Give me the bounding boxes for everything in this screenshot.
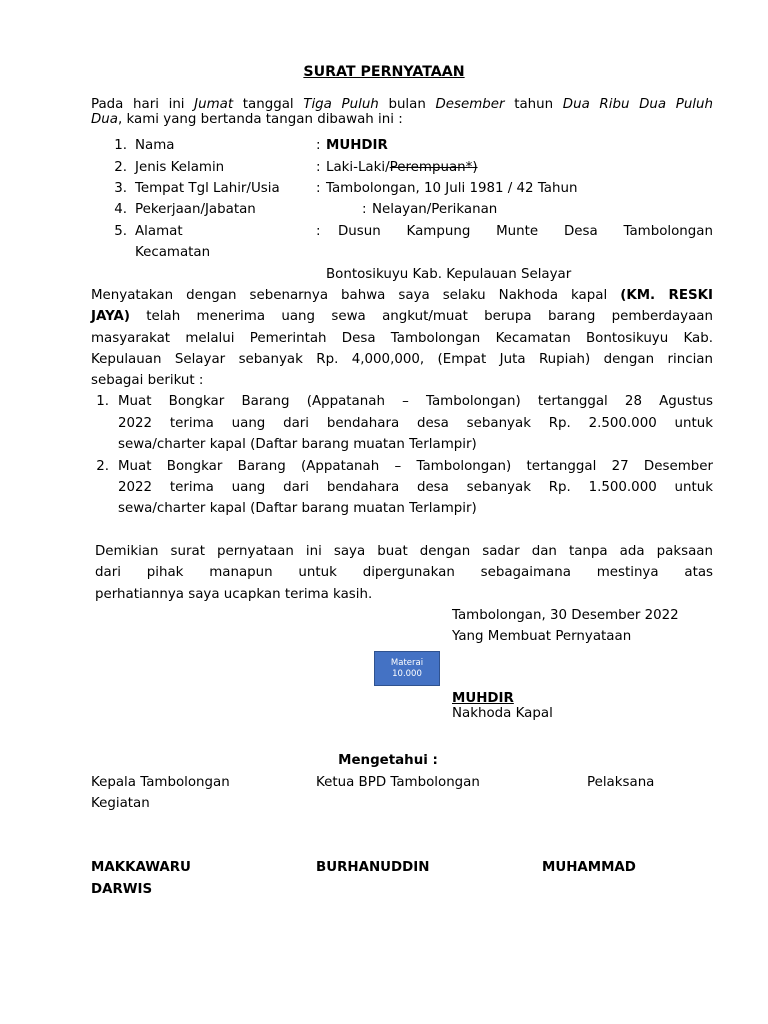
statement-line-1: Menyatakan dengan sebenarnya bahwa saya selaku Nakhoda kapal (KM. RESKI (91, 288, 713, 303)
ack-col3-title-cont: Kegiatan (91, 796, 150, 811)
place-date: Tambolongan, 30 Desember 2022 (452, 608, 679, 623)
ack-col2-title: Ketua BPD Tambolongan (316, 775, 480, 790)
detail-2-line-3: sewa/charter kapal (Daftar barang muatan Terlampir) (118, 501, 477, 516)
letter-page: SURAT PERNYATAAN Pada hari ini Jumat tanggal Tiga Puluh bulan Desember tahun Dua Ribu Dua Puluh Dua, kami yang bertanda tangan dibawah ini : 1. Nama : MUHDIR 2. Jenis Kelamin : Laki-Laki/Perempuan*) 3. Tempat Tgl Lahir/Usia : Tambolongan, 10 Juli 1981 / 42 Tahun 4. Pekerjaan/Jabatan : Nelayan/Perikanan 5. Alamat : Dusun Kampung Munte Desa Tambolongan Kecamatan Bontosikuyu Kab. Kepulauan Selayar Menyatakan dengan sebenarnya bahwa saya selaku Nakhoda kapal (KM. RESKI JAYA) telah menerima uang sewa angkut/muat berupa barang pemberdayaan masyarakat melalui Pemerintah Desa Tambolongan Kecamatan Bontosikuyu Kab. Kepulauan Selayar sebanyak Rp. 4,000,000, (Empat Juta Rupiah) dengan rincian sebagai berikut : 1. Muat Bongkar Barang (Appatanah – Tambolongan) tertanggal 28 Agustus 2022 terima uang dari bendahara desa sebanyak Rp. 2.500.000 untuk sewa/charter kapal (Daftar barang muatan Terlampir) 2. Muat Bongkar Barang (Appatanah – Tambolongan) tertanggal 27 Desember 2022 terima uang dari bendahara desa sebanyak Rp. 1.500.000 untuk sewa/charter kapal (Daftar barang muatan Terlampir) Demikian surat pernyataan ini saya buat dengan sadar dan tanpa ada paksaan dari pihak manapun untuk dipergunakan sebagaimana mestinya atas perhatiannya saya ucapkan terima kasih. Tambolongan, 30 Desember 2022 Yang Membuat Pernyataan Materai 10.000 MUHDIR Nakhoda Kapal Mengetahui : Kepala Tambolongan Ketua BPD Tambolongan Pelaksana Kegiatan MAKKAWARU BURHANUDDIN MUHAMMAD DARWIS (0, 0, 768, 1024)
detail-2-line-1: Muat Bongkar Barang (Appatanah – Tambolongan) tertanggal 27 Desember (118, 459, 713, 474)
detail-1-line-3: sewa/charter kapal (Daftar barang muatan Terlampir) (118, 437, 477, 452)
stamp-label: Materai (390, 658, 424, 668)
detail-number: 1. (96, 394, 109, 409)
ack-name-cont: DARWIS (91, 882, 153, 897)
closing-line-3: perhatiannya saya ucapkan terima kasih. (95, 587, 373, 602)
identity-address-cont-1: Kecamatan (135, 245, 211, 260)
ack-col3-title: Pelaksana (587, 775, 655, 790)
statement-line-3: masyarakat melalui Pemerintah Desa Tambolongan Kecamatan Bontosikuyu Kab. (91, 331, 713, 346)
acknowledge-heading: Mengetahui : (338, 753, 438, 768)
signer-name: MUHDIR (452, 691, 514, 706)
detail-number: 2. (96, 459, 109, 474)
statement-line-2: JAYA) telah menerima uang sewa angkut/muat berupa barang pemberdayaan (91, 309, 713, 324)
statement-line-4: Kepulauan Selayar sebanyak Rp. 4,000,000, (Empat Juta Rupiah) dengan rincian (91, 352, 713, 367)
maker-label: Yang Membuat Pernyataan (452, 629, 632, 644)
detail-1-line-1: Muat Bongkar Barang (Appatanah – Tambolongan) tertanggal 28 Agustus (118, 394, 713, 409)
signer-role: Nakhoda Kapal (452, 706, 553, 721)
detail-1-line-2: 2022 terima uang dari bendahara desa sebanyak Rp. 2.500.000 untuk (118, 416, 713, 431)
identity-address-cont-2: Bontosikuyu Kab. Kepulauan Selayar (326, 267, 572, 282)
stamp-value: 10.000 (392, 669, 422, 679)
letter-title: SURAT PERNYATAAN (303, 64, 465, 80)
closing-line-2: dari pihak manapun untuk dipergunakan sebagaimana mestinya atas (95, 565, 713, 580)
ack-col1-title: Kepala Tambolongan (91, 775, 230, 790)
ack-col3-name: MUHAMMAD (542, 860, 636, 875)
statement-line-5: sebagai berikut : (91, 373, 204, 388)
intro-line-2: Dua, kami yang bertanda tangan dibawah ini : (91, 112, 403, 127)
intro-line-1: Pada hari ini Jumat tanggal Tiga Puluh bulan Desember tahun Dua Ribu Dua Puluh (91, 97, 713, 112)
duty-stamp (374, 651, 440, 686)
ack-col2-name: BURHANUDDIN (316, 860, 430, 875)
closing-line-1: Demikian surat pernyataan ini saya buat dengan sadar dan tanpa ada paksaan (95, 544, 713, 559)
detail-2-line-2: 2022 terima uang dari bendahara desa sebanyak Rp. 1.500.000 untuk (118, 480, 713, 495)
ack-col1-name: MAKKAWARU (91, 860, 191, 875)
